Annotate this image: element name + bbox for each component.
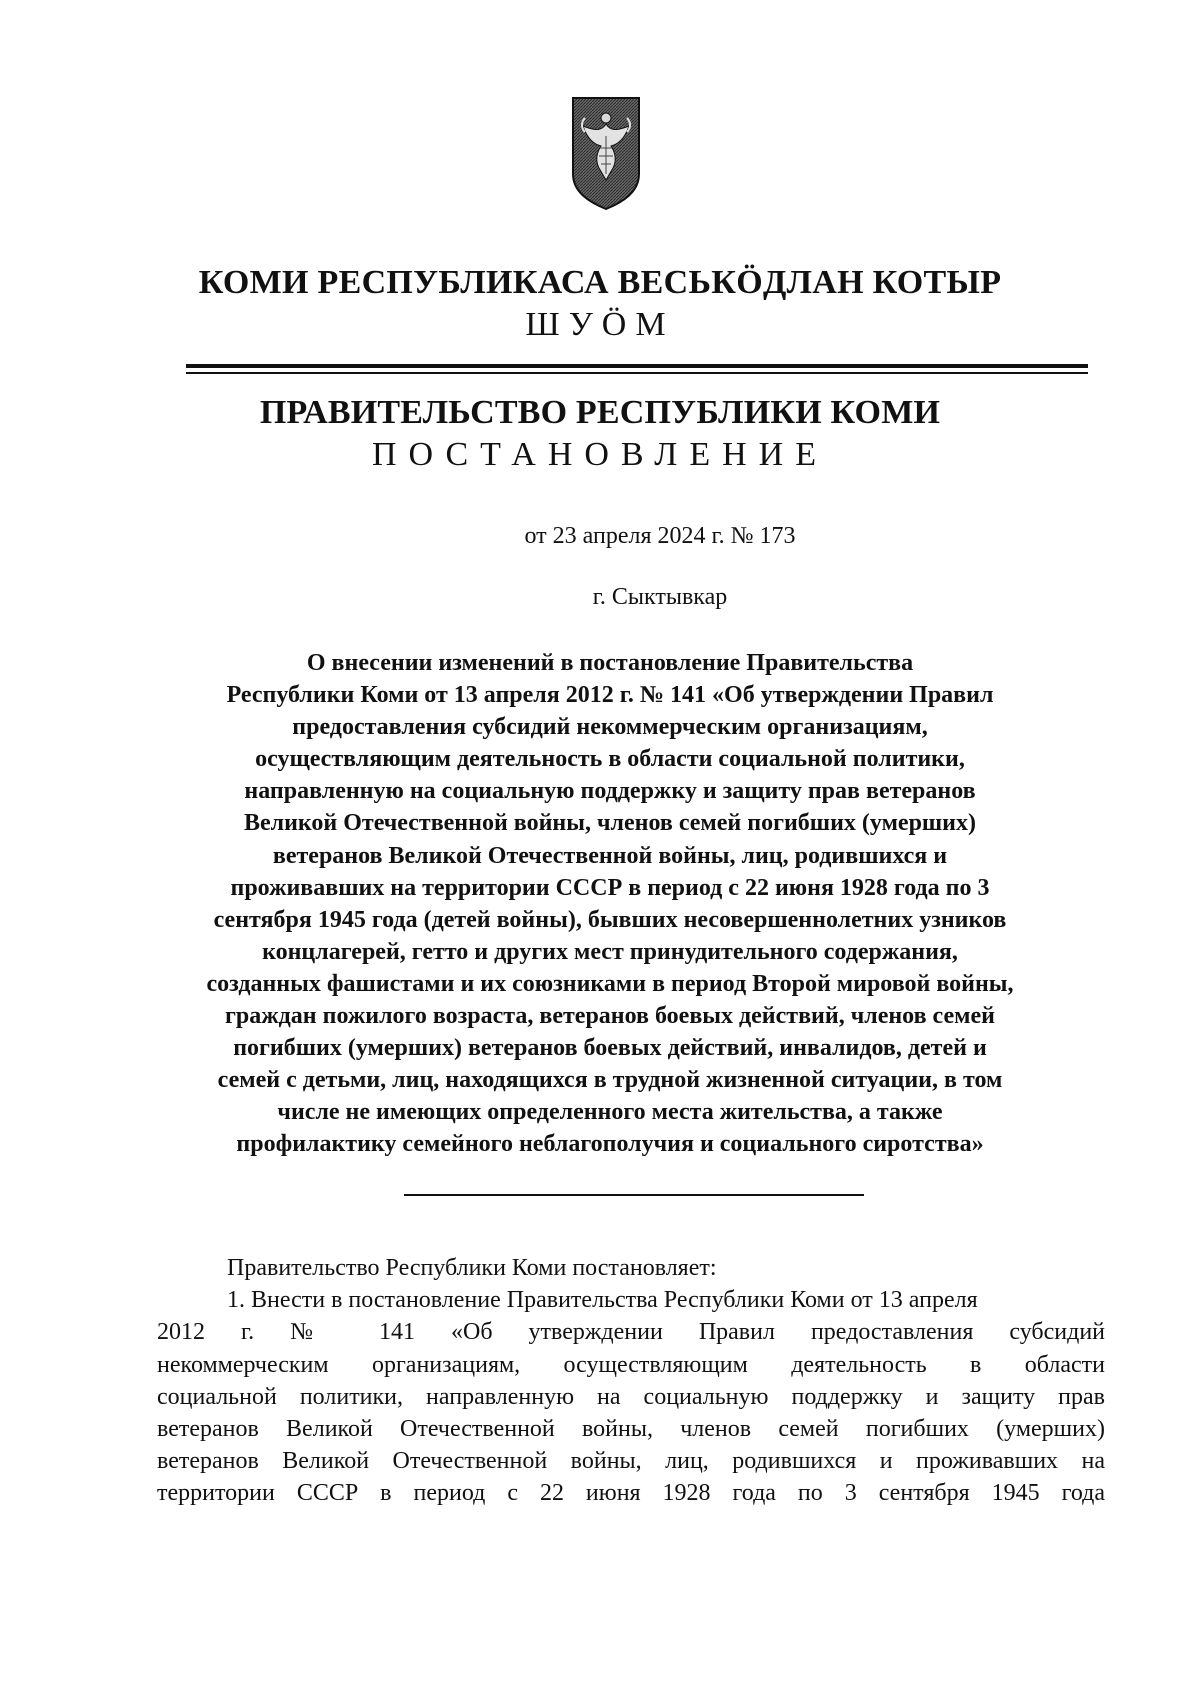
body-line: ветеранов Великой Отечественной войны, лиц, родившихся и проживавших на [157, 1448, 1105, 1475]
resolution-date-number: от 23 апреля 2024 г. № 173 [524, 523, 796, 549]
government-heading: ПРАВИТЕЛЬСТВО РЕСПУБЛИКИ КОМИ [259, 394, 941, 431]
title-line: направленную на социальную поддержку и защиту прав ветеранов [244, 778, 976, 805]
title-line: погибших (умерших) ветеранов боевых действий, инвалидов, детей и [233, 1035, 987, 1062]
title-line: проживавших на территории СССР в период с 22 июня 1928 года по 3 [230, 874, 990, 901]
title-line: предоставления субсидий некоммерческим организациям, [292, 714, 928, 741]
resolution-city: г. Сыктывкар [592, 584, 728, 610]
komi-heading: КОМИ РЕСПУБЛИКАСА ВЕСЬКӦДЛАН КОТЫР [198, 264, 1002, 301]
body-line: некоммерческим организациям, осуществляющим деятельность в области [157, 1351, 1105, 1378]
title-line: О внесении изменений в постановление Правительства [306, 650, 914, 676]
title-line: граждан пожилого возраста, ветеранов боевых действий, членов семей [225, 1003, 995, 1030]
double-divider [186, 364, 1088, 374]
title-line: числе не имеющих определенного места жительства, а также [277, 1099, 943, 1126]
title-line: сентября 1945 года (детей войны), бывших несовершеннолетних узников [213, 906, 1007, 933]
body-line: территории СССР в период с 22 июня 1928 года по 3 сентября 1945 года [157, 1480, 1105, 1507]
coat-of-arms-emblem [571, 96, 641, 211]
resolution-body [157, 1252, 1105, 1510]
title-line: семей с детьми, лиц, находящихся в трудной жизненной ситуации, в том [217, 1067, 1003, 1094]
body-line: ветеранов Великой Отечественной войны, членов семей погибших (умерших) [157, 1416, 1105, 1443]
title-line: Великой Отечественной войны, членов семей погибших (умерших) [243, 810, 977, 837]
resolution-heading: ПОСТАНОВЛЕНИЕ [371, 436, 829, 473]
title-line: созданных фашистами и их союзниками в период Второй мировой войны, [206, 970, 1014, 997]
title-line: Республики Коми от 13 апреля 2012 г. № 141 «Об утверждении Правил [226, 682, 994, 709]
title-line: ветеранов Великой Отечественной войны, лиц, родившихся и [272, 842, 948, 869]
body-line: 2012 г. № 141 «Об утверждении Правил предоставления субсидий [157, 1319, 1105, 1346]
resolution-title [150, 647, 1070, 1161]
title-divider [404, 1194, 864, 1196]
body-intro: Правительство Республики Коми постановляет: [227, 1255, 717, 1281]
title-line: профилактику семейного неблагополучия и социального сиротства» [236, 1131, 984, 1158]
title-line: концлагерей, гетто и других мест принудительного содержания, [262, 938, 958, 965]
title-line: осуществляющим деятельность в области социальной политики, [255, 746, 965, 773]
komi-subheading: ШУӦМ [525, 306, 675, 343]
body-line: 1. Внести в постановление Правительства Республики Коми от 13 апреля [227, 1287, 978, 1314]
body-line: социальной политики, направленную на социальную поддержку и защиту прав [157, 1383, 1105, 1410]
